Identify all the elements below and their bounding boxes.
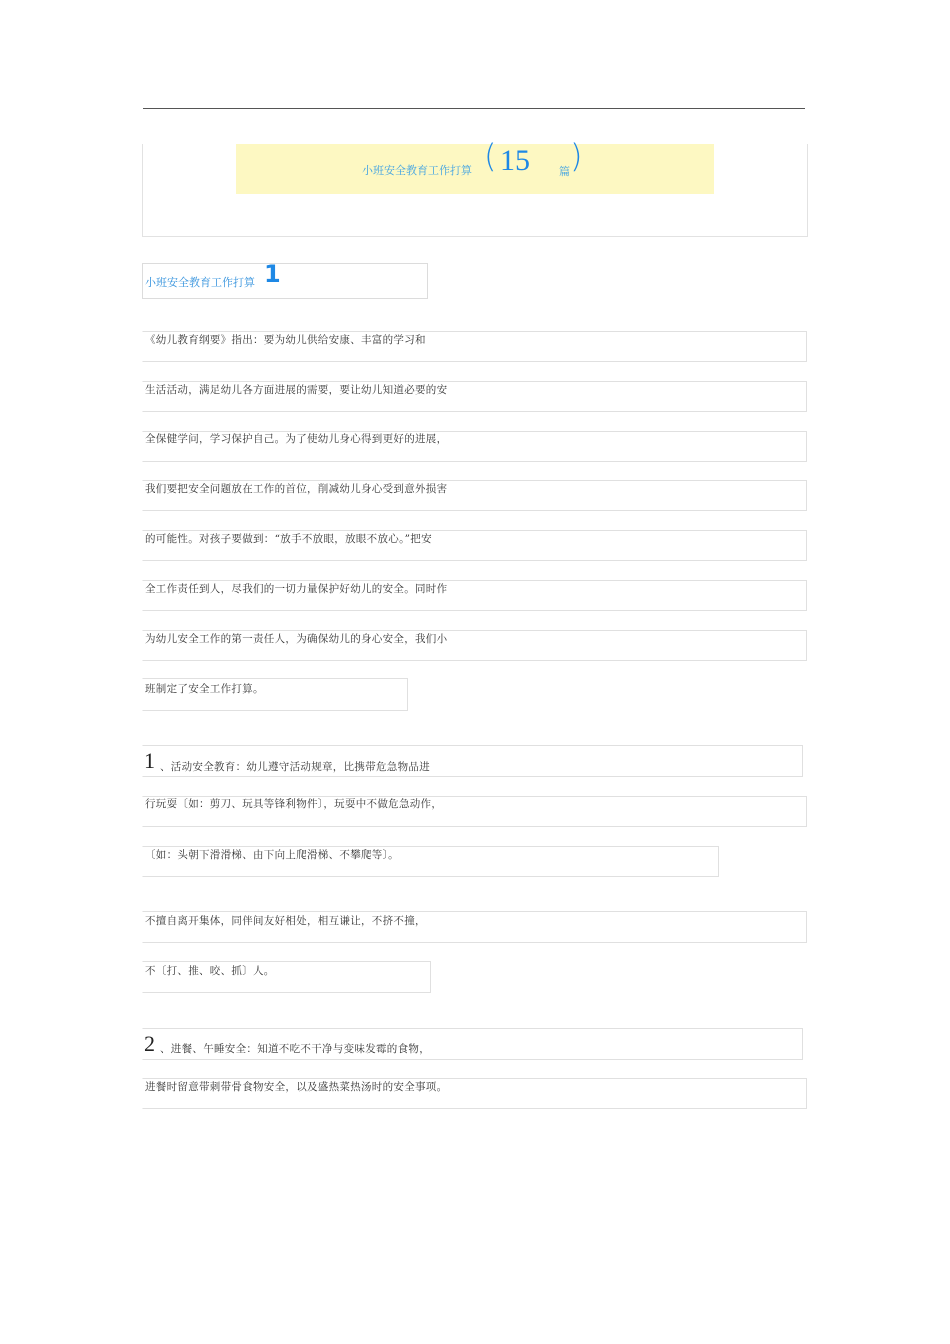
document-title: 小班安全教育工作打算 <box>362 164 472 177</box>
title-unit: 篇 <box>559 165 570 178</box>
intro-line: 《幼儿教育纲要》指出：要为幼儿供给安康、丰富的学习和 <box>145 334 426 346</box>
section-heading: 小班安全教育工作打算 <box>145 276 255 289</box>
item-line: 进餐时留意带刺带骨食物安全，以及盛热菜热汤时的安全事项。 <box>145 1081 448 1093</box>
intro-line: 全工作责任到人，尽我们的一切力量保护好幼儿的安全。同时作 <box>145 583 448 595</box>
intro-line: 的可能性。对孩子要做到：“放手不放眼，放眼不放心。”把安 <box>145 533 432 545</box>
item-line: 不〔打、推、咬、抓〕人。 <box>145 965 275 977</box>
item-line: 〔如：头朝下滑滑梯、由下向上爬滑梯、不攀爬等〕。 <box>145 849 399 861</box>
intro-line: 我们要把安全问题放在工作的首位，削减幼儿身心受到意外损害 <box>145 483 448 495</box>
intro-line: 为幼儿安全工作的第一责任人，为确保幼儿的身心安全，我们小 <box>145 633 448 645</box>
item-line: 行玩耍〔如：剪刀、玩具等锋利物件〕，玩耍中不做危急动作， <box>145 798 443 810</box>
intro-line: 班制定了安全工作打算。 <box>145 683 264 695</box>
title-count: 15 <box>500 144 530 177</box>
intro-line: 生活活动，满足幼儿各方面进展的需要，要让幼儿知道必要的安 <box>145 384 448 396</box>
title-open-paren: ( <box>484 137 497 175</box>
intro-line: 全保健学问，学习保护自己。为了使幼儿身心得到更好的进展， <box>145 433 448 445</box>
title-close-paren: ) <box>570 137 583 175</box>
title-banner <box>236 144 714 194</box>
top-divider <box>143 108 805 109</box>
item-number: 2 <box>144 1031 155 1056</box>
section-number: 1 <box>264 260 281 288</box>
item-line: 不擅自离开集体，同伴间友好相处，相互谦让，不挤不撞， <box>145 915 426 927</box>
item-line: 、活动安全教育：幼儿遵守活动规章，比携带危急物品进 <box>160 761 430 773</box>
item-number: 1 <box>144 748 155 773</box>
item-line: 、进餐、午睡安全：知道不吃不干净与变味发霉的食物， <box>160 1043 430 1055</box>
